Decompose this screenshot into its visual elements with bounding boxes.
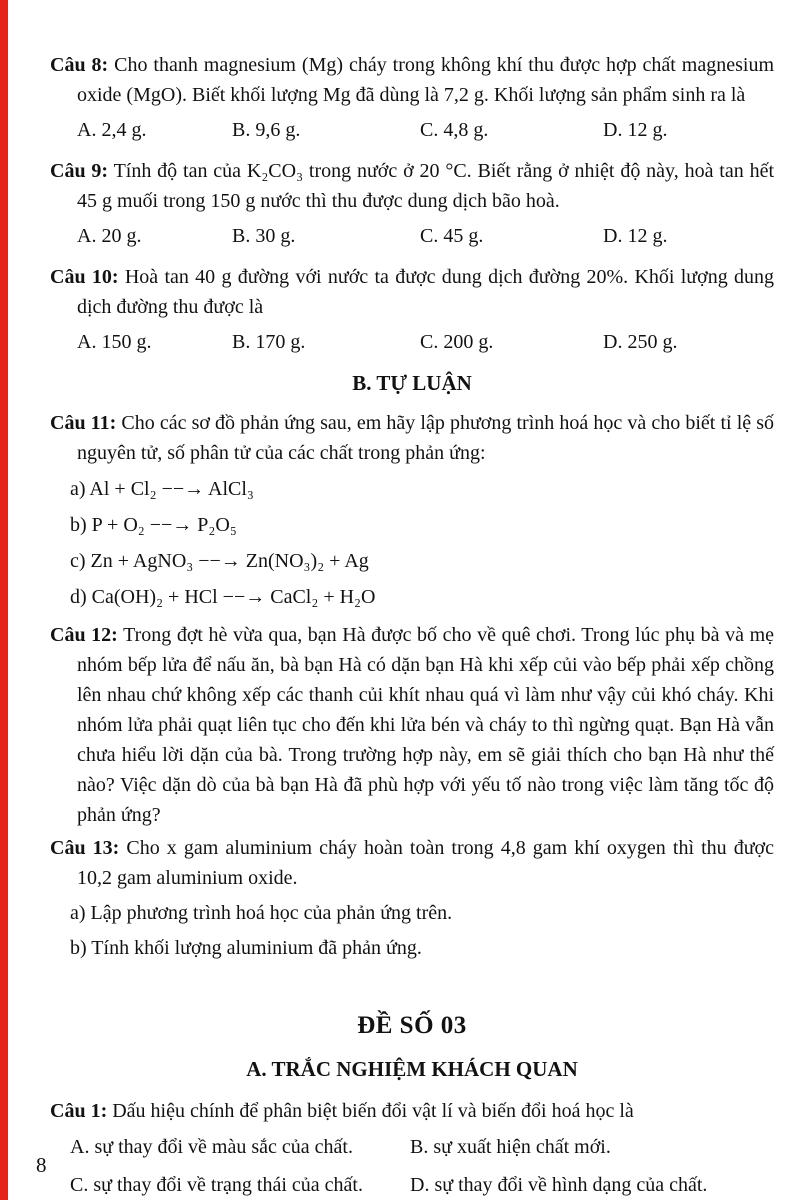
answer-option-b: B. 9,6 g. bbox=[232, 119, 301, 141]
question-label: Câu 13: bbox=[50, 836, 120, 859]
equation-a: a) Al + Cl₂ −−→ AlCl₃ bbox=[70, 477, 254, 500]
answer-option-b: B. 30 g. bbox=[232, 225, 296, 247]
answer-option-a: A. 150 g. bbox=[77, 331, 152, 353]
answer-options-grid bbox=[50, 1132, 774, 1200]
answer-option-b: B. 170 g. bbox=[232, 331, 306, 353]
question-label: Câu 12: bbox=[50, 623, 118, 646]
question-part-b: b) Tính khối lượng aluminium đã phản ứng. bbox=[70, 936, 422, 959]
question-9 bbox=[50, 156, 774, 216]
question-12 bbox=[50, 620, 774, 830]
answer-options-row bbox=[50, 327, 774, 357]
question-text: Hoà tan 40 g đường với nước ta được dung dịch đường 20%. Khối lượng dung dịch đường thu được là bbox=[77, 266, 775, 318]
question-10 bbox=[50, 262, 774, 322]
equation-d: d) Ca(OH)₂ + HCl −−→ CaCl₂ + H₂O bbox=[70, 585, 376, 608]
test-title: ĐỀ SỐ 03 bbox=[357, 1011, 467, 1039]
answer-options-row bbox=[50, 115, 774, 145]
question-label: Câu 11: bbox=[50, 411, 117, 434]
answer-option-b: B. sự xuất hiện chất mới. bbox=[410, 1135, 611, 1158]
answer-option-c: C. sự thay đổi về trạng thái của chất. bbox=[70, 1173, 363, 1196]
question-part-a: a) Lập phương trình hoá học của phản ứng trên. bbox=[70, 901, 453, 924]
question-text: Tính độ tan của K₂CO₃ trong nước ở 20 °C. Biết rằng ở nhiệt độ này, hoà tan hết 45 g muối trong 150 g nước thì thu được dung dịch bão hoà. bbox=[77, 160, 775, 212]
question-label: Câu 10: bbox=[50, 266, 119, 288]
question-text: Cho các sơ đồ phản ứng sau, em hãy lập phương trình hoá học và cho biết tỉ lệ số nguyên tử, số phân tử của các chất trong phản ứng: bbox=[77, 411, 775, 464]
question-text: Cho x gam aluminium cháy hoàn toàn trong 4,8 gam khí oxygen thì thu được 10,2 gam aluminium oxide. bbox=[77, 836, 775, 889]
question-text: Cho thanh magnesium (Mg) cháy trong không khí thu được hợp chất magnesium oxide (MgO). Biết khối lượng Mg đã dùng là 7,2 g. Khối lượng sản phẩm sinh ra là bbox=[77, 54, 774, 106]
answer-option-c: C. 45 g. bbox=[420, 225, 484, 247]
section-heading-mc: A. TRẮC NGHIỆM KHÁCH QUAN bbox=[246, 1057, 578, 1081]
answer-option-a: A. 20 g. bbox=[77, 225, 142, 247]
question-label: Câu 9: bbox=[50, 160, 109, 182]
equation-b: b) P + O₂ −−→ P₂O₅ bbox=[70, 513, 237, 536]
page-spine-accent bbox=[0, 0, 8, 1200]
answer-option-a: A. sự thay đổi về màu sắc của chất. bbox=[70, 1135, 353, 1158]
question-label: Câu 1: bbox=[50, 1099, 108, 1122]
section-heading-essay: B. TỰ LUẬN bbox=[352, 371, 472, 395]
question-parts bbox=[50, 898, 774, 963]
answer-option-c: C. 4,8 g. bbox=[420, 119, 489, 141]
answer-option-a: A. 2,4 g. bbox=[77, 119, 147, 141]
answer-option-d: D. sự thay đổi về hình dạng của chất. bbox=[410, 1173, 708, 1196]
question-1 bbox=[50, 1096, 774, 1126]
page-number: 8 bbox=[36, 1153, 47, 1177]
answer-options-row bbox=[50, 221, 774, 251]
answer-option-d: D. 12 g. bbox=[603, 225, 668, 247]
equation-list bbox=[50, 474, 774, 612]
question-text: Trong đợt hè vừa qua, bạn Hà được bố cho về quê chơi. Trong lúc phụ bà và mẹ nhóm bếp lửa để nấu ăn, bà bạn Hà có dặn bạn Hà khi xếp củi vào bếp phải xếp chồng lên nhau chứ không xếp các thanh củi khít nhau quá vì làm như vậy củi khó cháy. Khi nhóm lửa phải quạt liên tục cho đến khi lửa bén và cháy to thì ngừng quạt. Bạn Hà vẫn chưa hiểu lời dặn của bà. Trong trường hợp này, em sẽ giải thích cho bạn Hà như thế nào? Việc dặn dò của bà bạn Hà đã phù hợp với yếu tố nào trong việc làm tăng tốc độ phản ứng? bbox=[77, 623, 775, 826]
answer-option-d: D. 250 g. bbox=[603, 331, 678, 353]
equation-c: c) Zn + AgNO₃ −−→ Zn(NO₃)₂ + Ag bbox=[70, 549, 369, 572]
question-13 bbox=[50, 833, 774, 893]
question-11 bbox=[50, 408, 774, 468]
answer-option-c: C. 200 g. bbox=[420, 331, 494, 353]
answer-option-d: D. 12 g. bbox=[603, 119, 668, 141]
question-text: Dấu hiệu chính để phân biệt biến đổi vật lí và biến đổi hoá học là bbox=[112, 1099, 634, 1122]
question-label: Câu 8: bbox=[50, 54, 109, 76]
question-8 bbox=[50, 50, 774, 110]
